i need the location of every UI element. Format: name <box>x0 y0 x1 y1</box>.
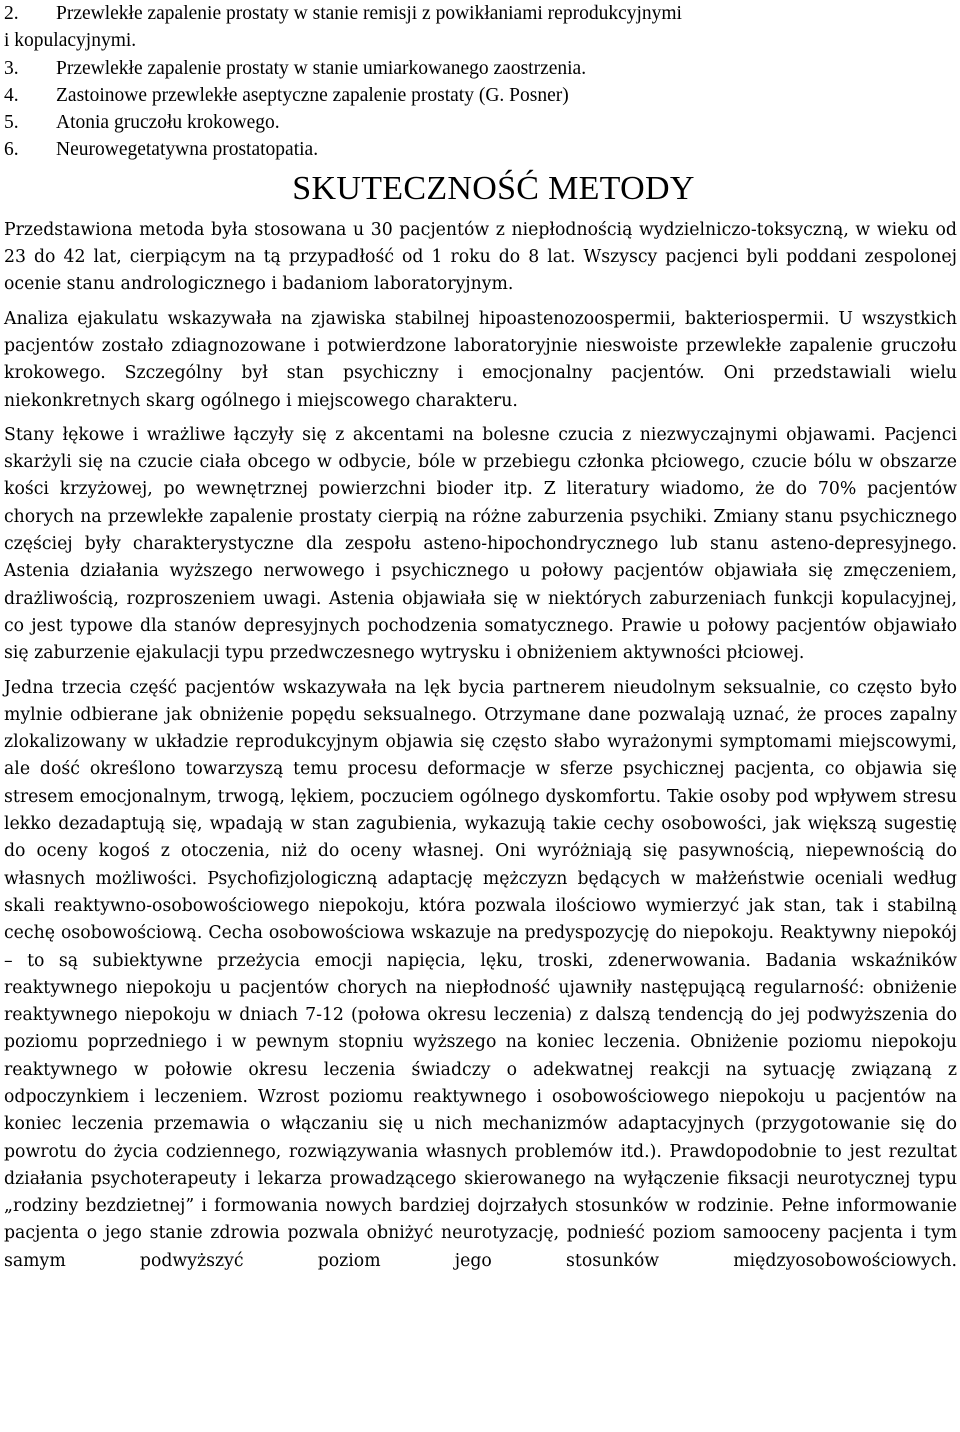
section-heading: SKUTECZNOŚĆ METODY <box>292 169 695 207</box>
list-item <box>4 109 957 136</box>
paragraph: Przedstawiona metoda była stosowana u 30 pacjentów z niepłodnością wydzielniczo-toksyczną, w wieku od 23 do 42 lat, cierpiącym na tą przypadłość od 1 roku do 8 lat. Wszyscy pacjenci byli poddani zespolonej ocenie stanu andrologicznego i badaniom laboratoryjnym. <box>4 219 957 295</box>
list-item-number: 3. <box>4 57 19 79</box>
paragraph: Jedna trzecia część pacjentów wskazywała na lęk bycia partnerem nieudolnym seksualnie, co często było mylnie odbierane jak obniżenie popędu seksualnego. Otrzymane dane pozwalają uznać, że proces zapalny zlokalizowany w układzie reprodukcyjnym objawia się często słabo wyrażonymi symptomami miejscowymi, ale dość określono towarzyszą temu procesu deformacje w sferze psychicznej pacjenta, co objawia się stresem emocjonalnym, trwogą, lękiem, poczuciem ogólnego dyskomfortu. Takie osoby pod wpływem stresu lekko dezadaptują się, wpadają w stan zagubienia, wykazują takie cechy osobowości, jak większą sugestię do oceny kogoś z otoczenia, niż do oceny własnej. Oni wyróżniają się pasywnością, niepewnością do własnych możliwości. Psychofizjologiczną adaptację mężczyzn będących w małżeństwie oceniali według skali reaktywno-osobowościowego niepokoju, która pozwala ilościowo wymierzyć jak stan, tak i stabilną cechę osobowościową. Cecha osobowościowa wskazuje na predyspozycję do niepokoju. Reaktywny niepokój – to są subiektywne przeżycia emocji napięcia, lęku, troski, zdenerwowania. Badania wskaźników reaktywnego niepokoju u pacjentów chorych na niepłodność ujawniły następującą regularność: obniżenie reaktywnego niepokoju w dniach 7-12 (połowa okresu leczenia) z dalszą tendencją do jej podwyższenia do poziomu poprzedniego i w pewnym stopniu wyższego na koniec leczenia. Obniżenie poziomu niepokoju reaktywnego w połowie okresu leczenia świadczy o adekwatnej reakcji na sytuację związaną z odpoczynkiem i leczeniem. Wzrost poziomu reaktywnego i osobowościowego niepokoju u pacjentów na koniec leczenia przemawia o włączaniu się u nich mechanizmów adaptacyjnych (przygotowanie się do powrotu do życia codziennego, rozwiązywania własnych problemów itd.). Prawdopodobnie to jest rezultat działania psychoterapeuty i lekarza prowadzącego skierowanego na wyłączenie fiksacji neurotycznej typu „rodziny bezdzietnej” i formowania nowych bardziej dojrzałych stosunków w rodzinie. Pełne informowanie pacjenta o jego stanie zdrowia pozwala obniżyć neurotyzację, podnieść poziom samooceny pacjenta i tym samym podwyższyć poziom jego stosunków międzyosobowościowych. <box>4 677 957 1271</box>
list-item <box>4 55 957 82</box>
list-item-number: 2. <box>4 3 19 24</box>
list-item <box>4 82 957 109</box>
list-item <box>4 136 957 163</box>
document-page <box>4 0 957 1275</box>
paragraph: Analiza ejakulatu wskazywała na zjawiska stabilnej hipoastenozoospermii, bakteriospermii. U wszystkich pacjentów zostało zdiagnozowane i potwierdzone laboratoryjnie nieswoiste przewlekłe zapalenie gruczołu krokowego. Szczególny był stan psychiczny i emocjonalny pacjentów. Oni przedstawiali wielu niekonkretnych skarg ogólnego i miejscowego charakteru. <box>4 308 957 411</box>
list-item-number: 4. <box>4 84 19 106</box>
list-item <box>4 0 957 55</box>
list-item-number: 5. <box>4 112 19 134</box>
paragraph: Stany łękowe i wrażliwe łączyły się z akcentami na bolesne czucia z niezwyczajnymi objawami. Pacjenci skarżyli się na czucie ciała obcego w odbycie, bóle w przebiegu członka płciowego, czucie bólu w obszarze kości krzyżowej, po wewnętrznej powierzchni bioder itp. Z literatury wiadomo, że do 70% pacjentów chorych na przewlekłe zapalenie prostaty cierpią na różne zaburzenia psychiki. Zmiany stanu psychicznego częściej były charakterystyczne dla zespołu asteno-hipochondrycznego lub stanu asteno-depresyjnego. Astenia działania wyższego nerwowego i psychicznego u połowy pacjentów objawiała się zmęczeniem, drażliwością, rozproszeniem uwagi. Astenia objawiała się w niektórych zaburzeniach funkcji kopulacyjnej, co jest typowe dla stanów depresyjnych pochodzenia somatycznego. Prawie u połowy pacjentów objawiało się zaburzenie ejakulacji typu przedwczesnego wytrysku i obniżeniem aktywności płciowej. <box>4 424 957 664</box>
list-item-number: 6. <box>4 139 19 161</box>
list-item-text: Przewlekłe zapalenie prostaty w stanie remisji z powikłaniami reprodukcyjnymi <box>56 3 682 24</box>
list-item-text-continued: i kopulacyjnymi. <box>4 30 137 52</box>
numbered-list <box>4 0 957 164</box>
list-item-text: Przewlekłe zapalenie prostaty w stanie umiarkowanego zaostrzenia. <box>56 57 587 79</box>
list-item-text: Neurowegetatywna prostatopatia. <box>56 139 319 161</box>
list-item-text: Atonia gruczołu krokowego. <box>56 112 280 134</box>
list-item-text: Zastoinowe przewlekłe aseptyczne zapalenie prostaty (G. Posner) <box>56 84 569 106</box>
